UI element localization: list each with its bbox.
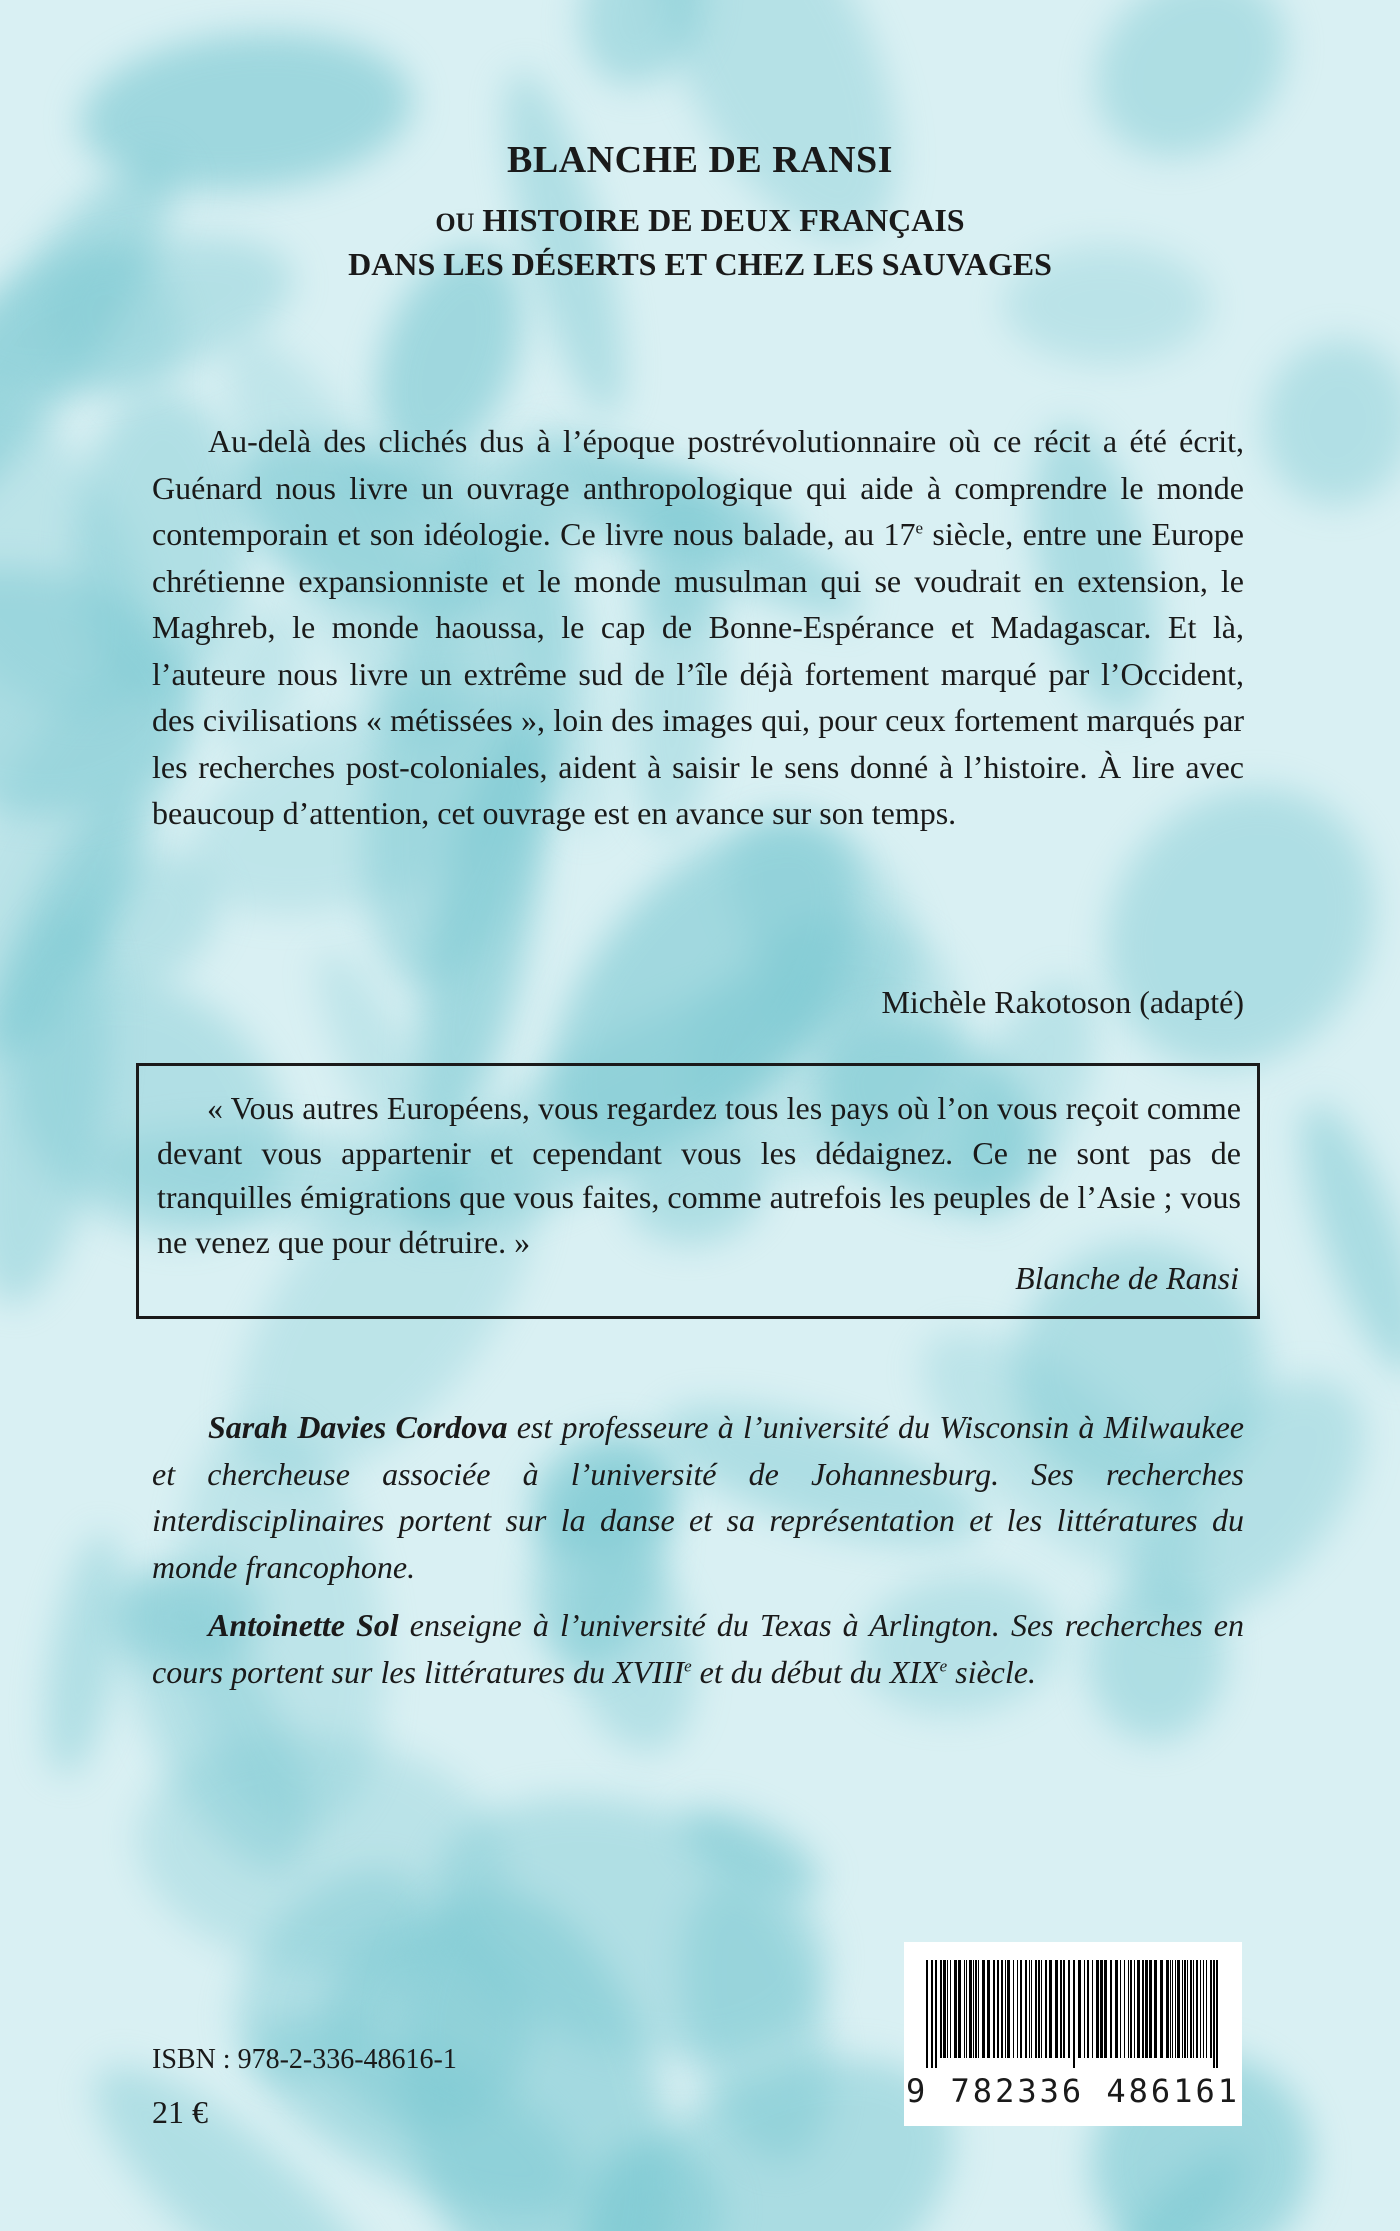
author-bio-2 bbox=[152, 1602, 1244, 1695]
barcode-bar bbox=[1092, 1960, 1093, 2058]
barcode-bar bbox=[1035, 1960, 1037, 2058]
barcode bbox=[904, 1942, 1242, 2126]
subtitle-text-1: HISTOIRE DE DEUX FRANÇAIS bbox=[482, 202, 965, 238]
barcode-bar bbox=[1170, 1960, 1171, 2058]
barcode-bar bbox=[931, 1960, 933, 2068]
barcode-bar bbox=[1078, 1960, 1081, 2058]
barcode-bar bbox=[973, 1960, 974, 2058]
barcode-bar bbox=[1187, 1960, 1188, 2058]
barcode-bar bbox=[935, 1960, 937, 2068]
summary-paragraph bbox=[152, 418, 1244, 837]
barcode-bar bbox=[954, 1960, 957, 2058]
barcode-bar bbox=[1213, 1960, 1215, 2068]
barcode-bar bbox=[1142, 1960, 1144, 2058]
summary-signature: Michèle Rakotoson (adapté) bbox=[881, 984, 1244, 1020]
barcode-bar bbox=[1041, 1960, 1042, 2058]
barcode-bar bbox=[969, 1960, 972, 2058]
barcode-bar bbox=[1104, 1960, 1107, 2058]
quote-source: Blanche de Ransi bbox=[1015, 1260, 1239, 1296]
barcode-bar bbox=[1110, 1960, 1112, 2058]
barcode-bar bbox=[1175, 1960, 1176, 2058]
barcode-bar bbox=[1001, 1960, 1003, 2058]
barcode-bar bbox=[1031, 1960, 1032, 2058]
barcode-bar bbox=[1128, 1960, 1129, 2058]
quote-text: « Vous autres Européens, vous regardez tous les pays où l’on vous reçoit comme devant vous appartenir et cependant vous les dédaignez. Ce ne sont pas de tranquilles émigrations que vous faites, comme autrefois les peuples de l’Asie ; vous ne venez que pour détruire. » bbox=[157, 1090, 1241, 1260]
summary-text-part2: siècle, entre une Europe chrétienne expansionniste et le monde musulman qui se voudrait en extension, le Maghreb, le monde haoussa, le cap de Bonne-Espérance et Madagascar. Et là, l’auteure nous livre un extrême sud de l’île déjà fortement marqué par l’Occident, des civilisations « métissées », loin des images qui, pour ceux fortement marqués par les recherches post-coloniales, aident à saisir le sens donné à l’histoire. À lire avec beaucoup d’attention, cet ouvrage est en avance sur son temps. bbox=[152, 516, 1245, 831]
barcode-bar bbox=[1137, 1960, 1140, 2058]
author-bio-2-sup-1: e bbox=[684, 1655, 692, 1675]
barcode-bar bbox=[1154, 1960, 1157, 2058]
barcode-bar bbox=[978, 1960, 979, 2058]
barcode-bar bbox=[1120, 1960, 1121, 2058]
book-title: BLANCHE DE RANSI bbox=[507, 139, 893, 181]
barcode-bar bbox=[1160, 1960, 1163, 2058]
barcode-bar bbox=[1134, 1960, 1135, 2058]
subtitle-ou: OU bbox=[435, 208, 475, 237]
barcode-bar bbox=[993, 1960, 995, 2058]
barcode-bar bbox=[1200, 1960, 1201, 2058]
barcode-bar bbox=[1193, 1960, 1194, 2058]
barcode-bar bbox=[1177, 1960, 1180, 2058]
barcode-bar bbox=[964, 1960, 965, 2058]
barcode-bar bbox=[1068, 1960, 1070, 2058]
barcode-bar bbox=[1130, 1960, 1132, 2058]
barcode-bar bbox=[966, 1960, 967, 2058]
barcode-bar bbox=[1020, 1960, 1022, 2058]
barcode-bar bbox=[975, 1960, 977, 2058]
barcode-bar bbox=[987, 1960, 990, 2058]
barcode-bar bbox=[947, 1960, 948, 2058]
author-bio-2-sup-2: e bbox=[939, 1655, 948, 1675]
barcode-bar bbox=[1029, 1960, 1030, 2058]
barcode-bar bbox=[1145, 1960, 1148, 2058]
barcode-bar bbox=[1055, 1960, 1058, 2058]
author-bio-2-text-b: et du début du XIX bbox=[691, 1653, 940, 1690]
barcode-bar bbox=[1073, 1960, 1075, 2068]
author-bio-1-text: est professeure à l’université du Wisconsin à Milwaukee et chercheuse associée à l’université de Johannesburg. Ses recherches interdisciplinaires portent sur la danse et sa représentation et les littératures du monde francophone. bbox=[152, 1409, 1245, 1585]
barcode-bar bbox=[1182, 1960, 1183, 2058]
book-subtitle-line-1 bbox=[0, 202, 1400, 239]
barcode-bar bbox=[1166, 1960, 1169, 2058]
barcode-bar bbox=[1100, 1960, 1103, 2058]
barcode-bar bbox=[1013, 1960, 1014, 2058]
barcode-bar bbox=[1190, 1960, 1192, 2058]
barcode-bar bbox=[1049, 1960, 1052, 2058]
barcode-bar bbox=[1196, 1960, 1198, 2058]
quote-box bbox=[136, 1063, 1260, 1319]
barcode-bar bbox=[1025, 1960, 1027, 2058]
barcode-bar bbox=[982, 1960, 985, 2058]
barcode-bar bbox=[1038, 1960, 1040, 2058]
barcode-bars bbox=[922, 1960, 1224, 2068]
barcode-bar bbox=[950, 1960, 951, 2058]
barcode-bar bbox=[1206, 1960, 1207, 2058]
author-name-2: Antoinette Sol bbox=[208, 1607, 399, 1643]
barcode-bar bbox=[1087, 1960, 1089, 2058]
author-bio-2-text-c: siècle. bbox=[947, 1653, 1036, 1690]
author-bio-2-text-a: enseigne à l’université du Texas à Arlington. Ses recherches en cours portent sur les littératures du XVIII bbox=[152, 1607, 1245, 1690]
barcode-bar bbox=[1115, 1960, 1118, 2058]
barcode-bar bbox=[1149, 1960, 1152, 2058]
barcode-digits: 9 782336 486161 bbox=[906, 2072, 1240, 2110]
book-subtitle-line-2: DANS LES DÉSERTS ET CHEZ LES SAUVAGES bbox=[348, 246, 1052, 282]
barcode-bar bbox=[997, 1960, 999, 2058]
barcode-bar bbox=[926, 1960, 928, 2068]
barcode-bar bbox=[1005, 1960, 1006, 2058]
isbn: ISBN : 978-2-336-48616-1 bbox=[152, 2044, 457, 2075]
barcode-bar bbox=[1184, 1960, 1186, 2058]
price: 21 € bbox=[152, 2094, 208, 2130]
barcode-bar bbox=[1210, 1960, 1212, 2058]
barcode-bar bbox=[1007, 1960, 1010, 2058]
barcode-bar bbox=[1063, 1960, 1065, 2058]
author-bio-1 bbox=[152, 1404, 1244, 1590]
barcode-bar bbox=[1045, 1960, 1047, 2058]
barcode-bar bbox=[943, 1960, 946, 2058]
barcode-bar bbox=[1203, 1960, 1204, 2058]
barcode-bar bbox=[958, 1960, 961, 2058]
summary-superscript: e bbox=[915, 518, 924, 538]
barcode-bar bbox=[1216, 1960, 1218, 2068]
barcode-bar bbox=[1084, 1960, 1085, 2058]
author-name-1: Sarah Davies Cordova bbox=[208, 1409, 508, 1445]
barcode-bar bbox=[1172, 1960, 1173, 2058]
barcode-bar bbox=[940, 1960, 942, 2058]
barcode-bar bbox=[1017, 1960, 1018, 2058]
barcode-bar bbox=[1096, 1960, 1099, 2058]
barcode-bar bbox=[1060, 1960, 1062, 2058]
barcode-bar bbox=[1124, 1960, 1125, 2058]
summary-text-part1: Au-delà des clichés dus à l’époque postrévolutionnaire où ce récit a été écrit, Guénard nous livre un ouvrage anthropologique qui aide à comprendre le monde contemporain et son idéologie. Ce livre nous balade, au 17 bbox=[152, 423, 1244, 552]
